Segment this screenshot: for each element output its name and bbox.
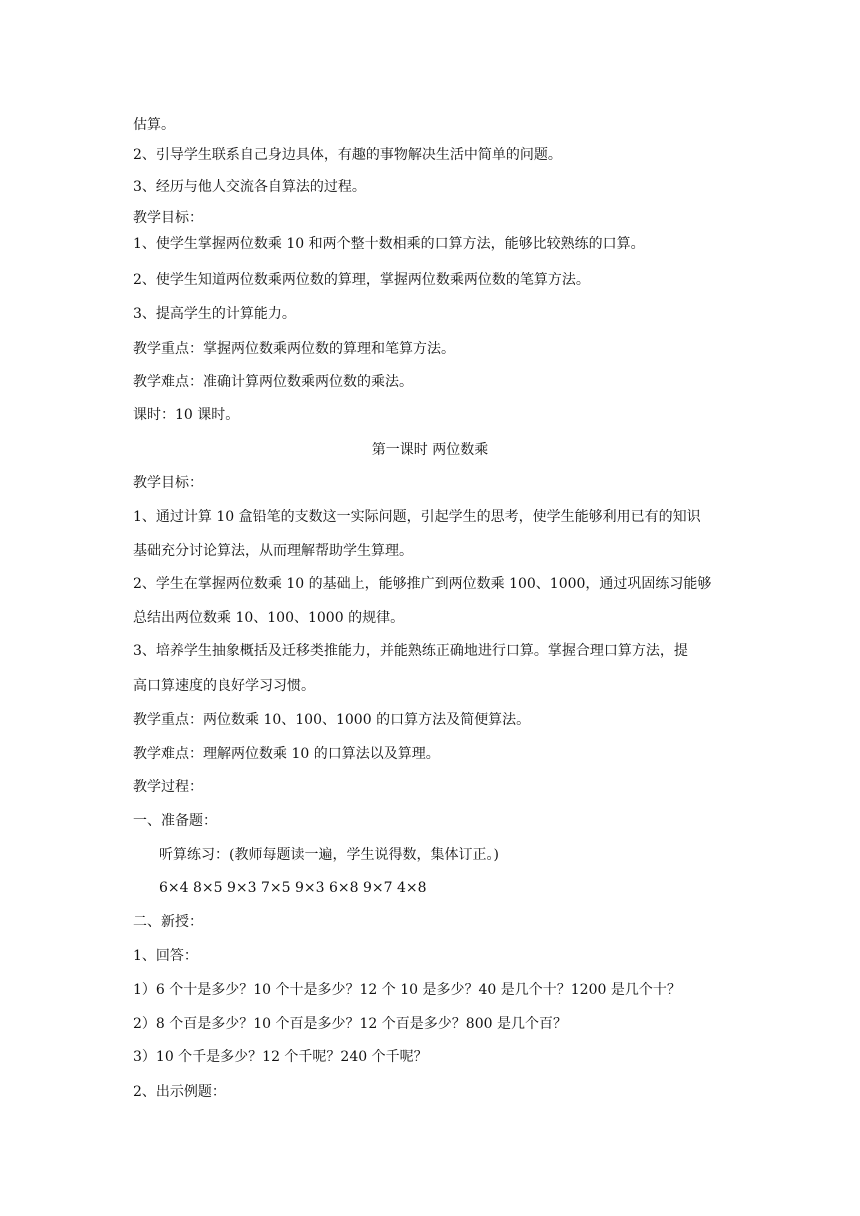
text-line: 教学难点：理解两位数乘 10 的口算法以及算理。: [133, 746, 440, 762]
text-line: 2、使学生知道两位数乘两位数的算理，掌握两位数乘两位数的笔算方法。: [133, 272, 590, 288]
text-line: 课时：10 课时。: [133, 407, 240, 423]
text-line: 二、新授：: [133, 914, 203, 930]
text-line: 1、使学生掌握两位数乘 10 和两个整十数相乘的口算方法，能够比较熟练的口算。: [133, 236, 645, 252]
text-line: 1、回答：: [133, 948, 198, 964]
text-line: 教学重点：两位数乘 10、100、1000 的口算方法及简便算法。: [133, 712, 531, 728]
text-line: 2、引导学生联系自己身边具体，有趣的事物解决生活中简单的问题。: [133, 147, 562, 163]
text-line: 3、经历与他人交流各自算法的过程。: [133, 179, 366, 195]
text-line: 一、准备题：: [133, 813, 217, 829]
text-line: 基础充分讨论算法，从而理解帮助学生算理。: [133, 543, 413, 559]
text-line: 总结出两位数乘 10、100、1000 的规律。: [133, 610, 405, 626]
text-line: 2）8 个百是多少？10 个百是多少？12 个百是多少？800 是几个百？: [133, 1016, 567, 1032]
text-line: 教学重点：掌握两位数乘两位数的算理和笔算方法。: [133, 341, 455, 357]
text-line: 高口算速度的良好学习习惯。: [133, 678, 315, 694]
section-heading: 教学过程：: [133, 779, 203, 795]
text-line: 听算练习：(教师每题读一遍，学生说得数，集体订正。): [159, 847, 499, 863]
text-line: 1、通过计算 10 盒铅笔的支数这一实际问题，引起学生的思考，使学生能够利用已有的知识: [133, 509, 701, 525]
arithmetic-line: 6×4 8×5 9×3 7×5 9×3 6×8 9×7 4×8: [159, 880, 427, 896]
section-heading: 教学目标：: [133, 210, 203, 226]
text-line: 3、培养学生抽象概括及迁移类推能力，并能熟练正确地进行口算。掌握合理口算方法，提: [133, 643, 688, 659]
text-line: 教学难点：准确计算两位数乘两位数的乘法。: [133, 374, 413, 390]
text-line: 3、提高学生的计算能力。: [133, 306, 296, 322]
text-line: 2、学生在掌握两位数乘 10 的基础上，能够推广到两位数乘 100、1000，通过巩固练习能够: [133, 576, 712, 592]
text-line: 3）10 个千是多少？12 个千呢？240 个千呢？: [133, 1049, 428, 1065]
text-line: 估算。: [133, 117, 175, 133]
lesson-title: 第一课时 两位数乘: [371, 442, 489, 458]
section-heading: 教学目标：: [133, 475, 203, 491]
text-line: 2、出示例题：: [133, 1084, 226, 1100]
text-line: 1）6 个十是多少？10 个十是多少？12 个 10 是多少？40 是几个十？1200 是几个十？: [133, 982, 681, 998]
